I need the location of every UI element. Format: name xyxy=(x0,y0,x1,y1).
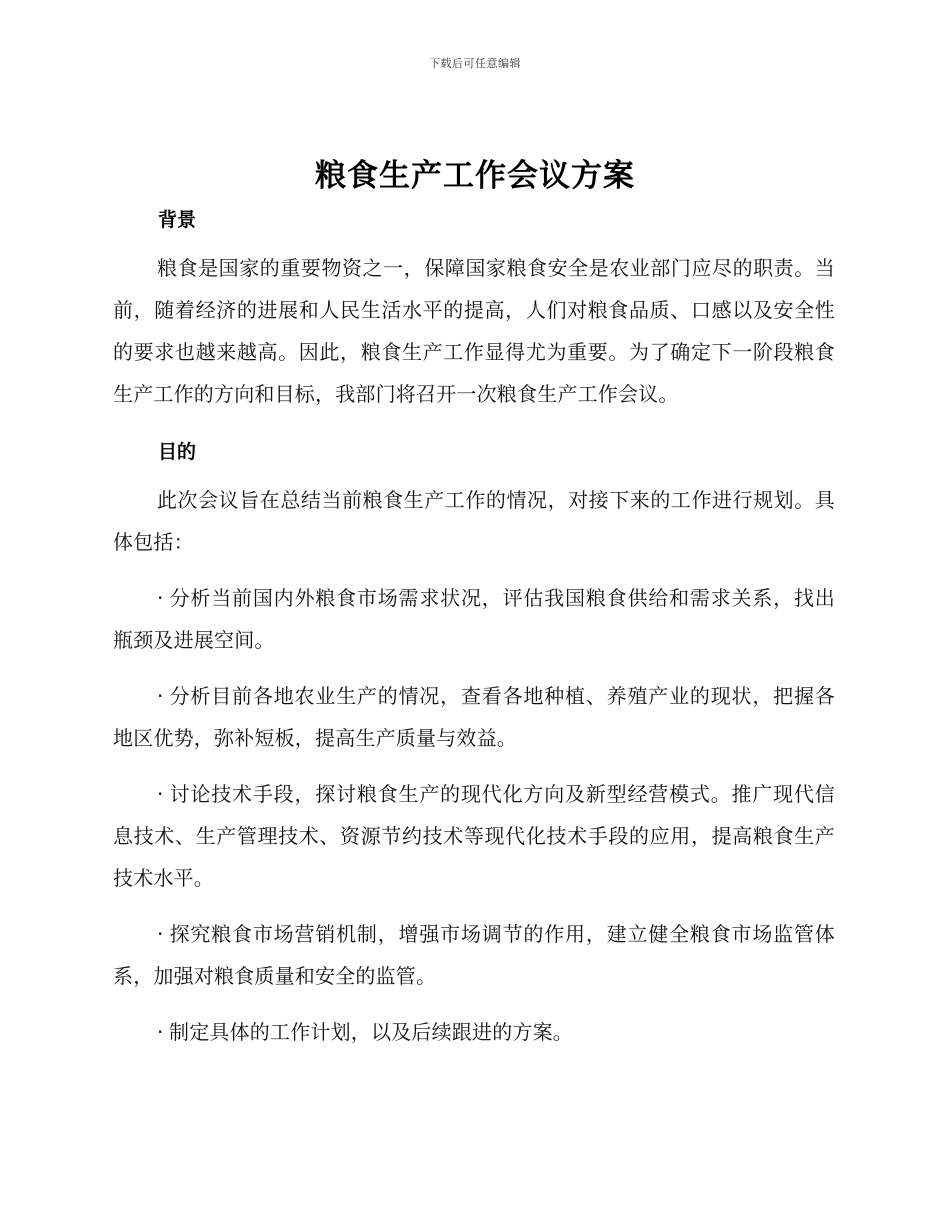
bullet-dot-icon: · xyxy=(157,1020,164,1044)
list-item xyxy=(113,773,835,899)
list-item xyxy=(113,1011,835,1053)
purpose-paragraph: 此次会议旨在总结当前粮食生产工作的情况，对接下来的工作进行规划。具体包括： xyxy=(113,488,835,554)
section-heading-purpose: 目的 xyxy=(158,441,197,463)
list-item-text: 探究粮食市场营销机制，增强市场调节的作用，建立健全粮食市场监管体系，加强对粮食质量和安全的监管。 xyxy=(113,922,835,988)
header-note: 下载后可任意编辑 xyxy=(429,57,521,70)
section-heading-background: 背景 xyxy=(158,209,197,231)
bullet-dot-icon: · xyxy=(157,684,164,708)
list-item-text: 讨论技术手段，探讨粮食生产的现代化方向及新型经营模式。推广现代信息技术、生产管理技术、资源节约技术等现代化技术手段的应用，提高粮食生产技术水平。 xyxy=(113,782,835,890)
bullet-dot-icon: · xyxy=(157,586,164,610)
purpose-bullet-list xyxy=(113,577,835,1053)
list-item-text: 制定具体的工作计划，以及后续跟进的方案。 xyxy=(169,1020,573,1044)
list-item-text: 分析当前国内外粮食市场需求状况，评估我国粮食供给和需求关系，找出瓶颈及进展空间。 xyxy=(113,586,835,652)
list-item xyxy=(113,675,835,759)
list-item xyxy=(113,577,835,661)
document-title: 粮食生产工作会议方案 xyxy=(315,158,635,194)
background-paragraph: 粮食是国家的重要物资之一，保障国家粮食安全是农业部门应尽的职责。当前，随着经济的进展和人民生活水平的提高，人们对粮食品质、口感以及安全性的要求也越来越高。因此，粮食生产工作显得尤为重要。为了确定下一阶段粮食生产工作的方向和目标，我部门将召开一次粮食生产工作会议。 xyxy=(113,256,835,406)
list-item-text: 分析目前各地农业生产的情况，查看各地种植、养殖产业的现状，把握各地区优势，弥补短板，提高生产质量与效益。 xyxy=(113,684,835,750)
bullet-dot-icon: · xyxy=(157,922,164,946)
list-item xyxy=(113,913,835,997)
document-body xyxy=(113,205,835,1067)
section-purpose xyxy=(113,437,835,1053)
section-background xyxy=(113,205,835,415)
bullet-dot-icon: · xyxy=(157,782,164,806)
